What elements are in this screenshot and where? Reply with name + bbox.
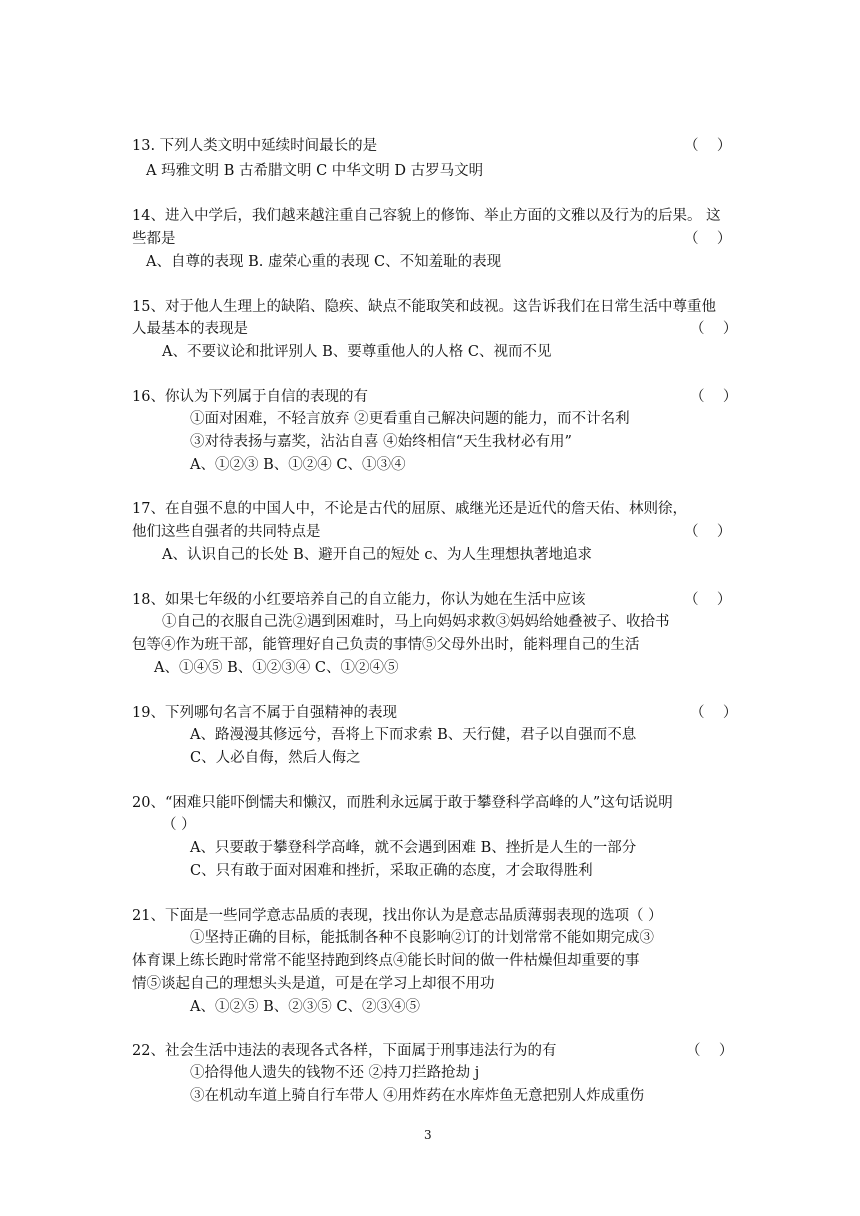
- page-number: 3: [424, 1128, 432, 1142]
- question-16-stem: 16、你认为下列属于自信的表现的有: [132, 389, 368, 405]
- question-13-options: A 玛雅文明 B 古希腊文明 C 中华文明 D 古罗马文明: [146, 163, 484, 179]
- question-16-statements-2: ③对待表扬与嘉奖，沾沾自喜 ④始终相信“天生我材必有用”: [190, 434, 572, 450]
- question-17-options: A、认识自己的长处 B、避开自己的短处 c、为人生理想执著地追求: [162, 547, 592, 563]
- question-14-options: A、自尊的表现 B. 虚荣心重的表现 C、不知羞耻的表现: [146, 254, 502, 270]
- question-16-statements-1: ①面对困难，不轻言放弃 ②更看重自己解决问题的能力，而不计名利: [190, 411, 630, 427]
- question-14-stem-line1: 14、进入中学后，我们越来越注重自己容貌上的修饰、举止方面的文雅以及行为的后果。 这: [132, 208, 721, 224]
- question-20-option-a-b: A、只要敢于攀登科学高峰，就不会遇到困难 B、挫折是人生的一部分: [190, 840, 637, 856]
- question-17-stem-line2: 他们这些自强者的共同特点是: [132, 524, 321, 540]
- question-17-answer-blank: （ ）: [684, 524, 732, 540]
- question-13-stem: 13. 下列人类文明中延续时间最长的是: [132, 138, 378, 154]
- question-15-stem-line1: 15、对于他人生理上的缺陷、隐疾、缺点不能取笑和歧视。这告诉我们在日常生活中尊重他: [132, 299, 716, 315]
- question-15-options: A、不要议论和批评别人 B、要尊重他人的人格 C、视而不见: [162, 344, 552, 360]
- question-14-answer-blank: （ ）: [684, 231, 732, 247]
- question-22-answer-blank: （ ）: [686, 1043, 734, 1059]
- question-19-option-c: C、人必自侮，然后人侮之: [190, 750, 361, 766]
- question-22-statements-2: ③在机动车道上骑自行车带人 ④用炸药在水库炸鱼无意把别人炸成重伤: [190, 1088, 645, 1104]
- question-16-options: A、①②③ B、①②④ C、①③④: [190, 457, 406, 473]
- question-19-stem: 19、下列哪句名言不属于自强精神的表现: [132, 705, 397, 721]
- question-18-stem: 18、如果七年级的小红要培养自己的自立能力，你认为她在生活中应该: [132, 592, 586, 608]
- question-20-answer-blank: （ ）: [162, 817, 196, 833]
- question-13-answer-blank: （ ）: [684, 138, 732, 154]
- question-22-stem: 22、社会生活中违法的表现各式各样，下面属于刑事违法行为的有: [132, 1043, 557, 1059]
- question-18-statements-2: 包等④作为班干部，能管理好自己负责的事情⑤父母外出时，能料理自己的生活: [132, 637, 640, 653]
- question-18-answer-blank: （ ）: [684, 592, 732, 608]
- question-21-statements-1: ①坚持正确的目标，能抵制各种不良影响②订的计划常常不能如期完成③: [190, 930, 654, 946]
- question-18-options: A、①④⑤ B、①②③④ C、①②④⑤: [154, 660, 399, 676]
- question-19-answer-blank: （ ）: [690, 705, 738, 721]
- question-14-stem-line2: 些都是: [132, 231, 176, 247]
- question-21-statements-3: 情⑤谈起自己的理想头头是道，可是在学习上却很不用功: [132, 976, 495, 992]
- question-15-answer-blank: （ ）: [690, 321, 738, 337]
- question-21-statements-2: 体育课上练长跑时常常不能坚持跑到终点④能长时间的做一件枯燥但却重要的事: [132, 953, 640, 969]
- question-17-stem-line1: 17、在自强不息的中国人中，不论是古代的屈原、戚继光还是近代的詹天佑、林则徐，: [132, 501, 687, 517]
- question-21-stem: 21、下面是一些同学意志品质的表现，找出你认为是意志品质薄弱表现的选项（ ）: [132, 908, 663, 924]
- question-16-answer-blank: （ ）: [690, 389, 738, 405]
- question-15-stem-line2: 人最基本的表现是: [132, 321, 248, 337]
- question-20-stem-line1: 20、“困难只能吓倒懦夫和懒汉，而胜利永远属于敢于攀登科学高峰的人”这句话说明: [132, 795, 673, 811]
- question-21-options: A、①②⑤ B、②③⑤ C、②③④⑤: [190, 999, 420, 1015]
- question-19-option-a-b: A、路漫漫其修远兮，吾将上下而求索 B、天行健，君子以自强而不息: [190, 727, 637, 743]
- question-20-option-c: C、只有敢于面对困难和挫折，采取正确的态度，才会取得胜利: [190, 863, 593, 879]
- question-22-statements-1: ①拾得他人遗失的钱物不还 ②持刀拦路抢劫 j: [190, 1065, 480, 1081]
- question-18-statements-1: ①自己的衣服自己洗②遇到困难时，马上向妈妈求救③妈妈给她叠被子、收拾书: [162, 614, 670, 630]
